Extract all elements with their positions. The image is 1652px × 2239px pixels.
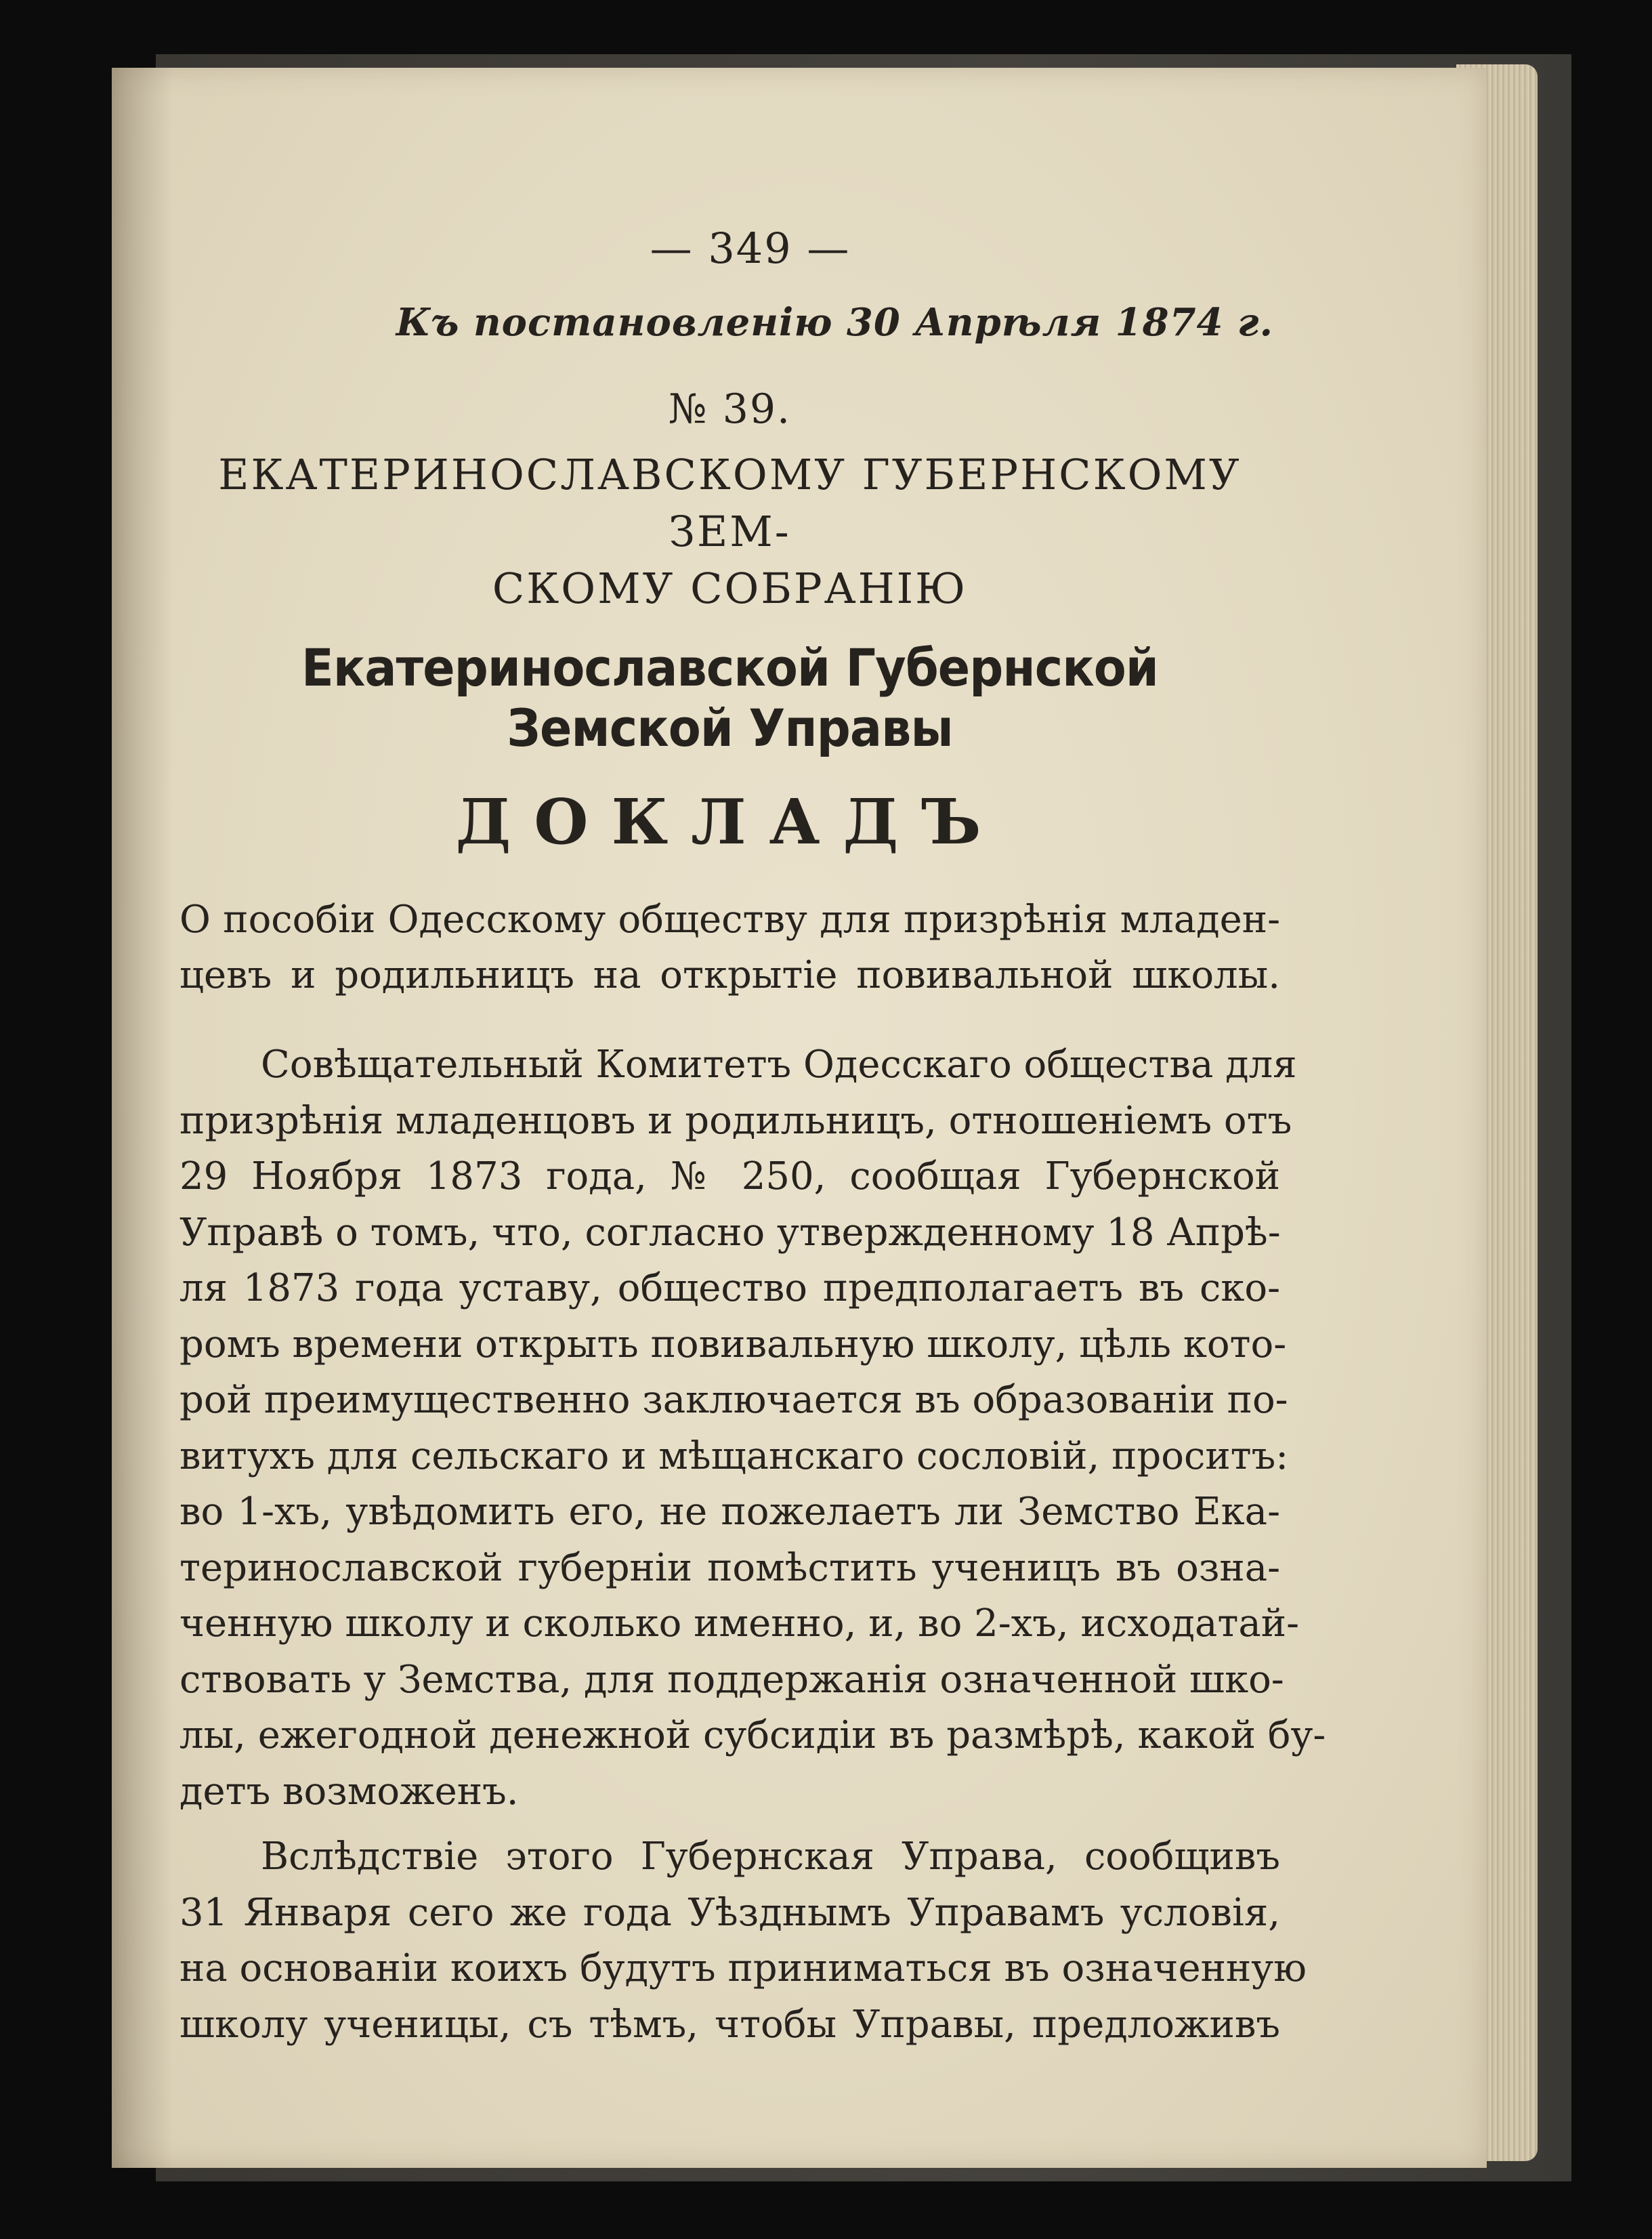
text-line: рой преимущественно заключается въ образованіи по-: [179, 1378, 1288, 1422]
subject-line: О пособіи Одесскому обществу для призрѣнія младен-: [179, 898, 1280, 942]
text-line: 31 Января сего же года Уѣзднымъ Управамъ условія,: [179, 1890, 1280, 1935]
paragraph-1: [179, 1037, 1326, 1820]
text-line: Совѣщательный Комитетъ Одесскаго общества для: [261, 1043, 1297, 1087]
text-line: ченную школу и сколько именно, и, во 2-хъ, исходатай-: [179, 1602, 1299, 1646]
addressee: [179, 446, 1280, 617]
text-line: 29 Ноября 1873 года, № 250, сообщая Губернской: [179, 1154, 1280, 1198]
text-line: теринославской губерніи помѣстить ученицъ въ озна-: [179, 1545, 1280, 1590]
text-line: во 1-хъ, увѣдомить его, не пожелаетъ ли Земство Ека-: [179, 1490, 1280, 1534]
report-title: ДОКЛАДЪ: [455, 785, 1004, 858]
addressee-line: СКОМУ СОБРАНІЮ: [492, 564, 968, 613]
addressee-line: ЕКАТЕРИНОСЛАВСКОМУ ГУБЕРНСКОМУ ЗЕМ-: [218, 450, 1242, 556]
resolution-reference: Къ постановленію 30 Апрѣля 1874 г.: [396, 300, 1273, 345]
text-line: ствовать у Земства, для поддержанія означенной шко-: [179, 1657, 1284, 1702]
text-line: на основаніи коихъ будутъ приниматься въ означенную: [179, 1946, 1307, 1990]
document-number: № 39.: [668, 385, 792, 433]
page-text: [179, 224, 1326, 2062]
text-line: витухъ для сельскаго и мѣщанскаго сословій, проситъ:: [179, 1434, 1289, 1478]
report-subject: [179, 892, 1280, 1003]
page-number: — 349 —: [650, 224, 851, 273]
text-line: Вслѣдствіе этого Губернская Управа, сообщивъ: [261, 1835, 1280, 1879]
subject-line: цевъ и родильницъ на открытіе повивальной школы.: [179, 953, 1280, 997]
text-line: Управѣ о томъ, что, согласно утвержденному 18 Апрѣ-: [179, 1210, 1281, 1255]
text-line: школу ученицы, съ тѣмъ, чтобы Управы, предложивъ: [179, 2002, 1280, 2047]
sender: Екатеринославской Губернской Земской Управы: [301, 637, 1158, 758]
text-line: лы, ежегодной денежной субсидіи въ размѣрѣ, какой бу-: [179, 1713, 1326, 1757]
text-line: детъ возможенъ.: [179, 1769, 519, 1814]
text-line: ля 1873 года уставу, общество предполагаетъ въ ско-: [179, 1266, 1280, 1310]
paragraph-2: [179, 1829, 1307, 2053]
text-line: ромъ времени открыть повивальную школу, цѣль кото-: [179, 1322, 1287, 1366]
spine-shadow: [112, 68, 173, 2168]
text-line: призрѣнія младенцовъ и родильницъ, отношеніемъ отъ: [179, 1098, 1292, 1143]
